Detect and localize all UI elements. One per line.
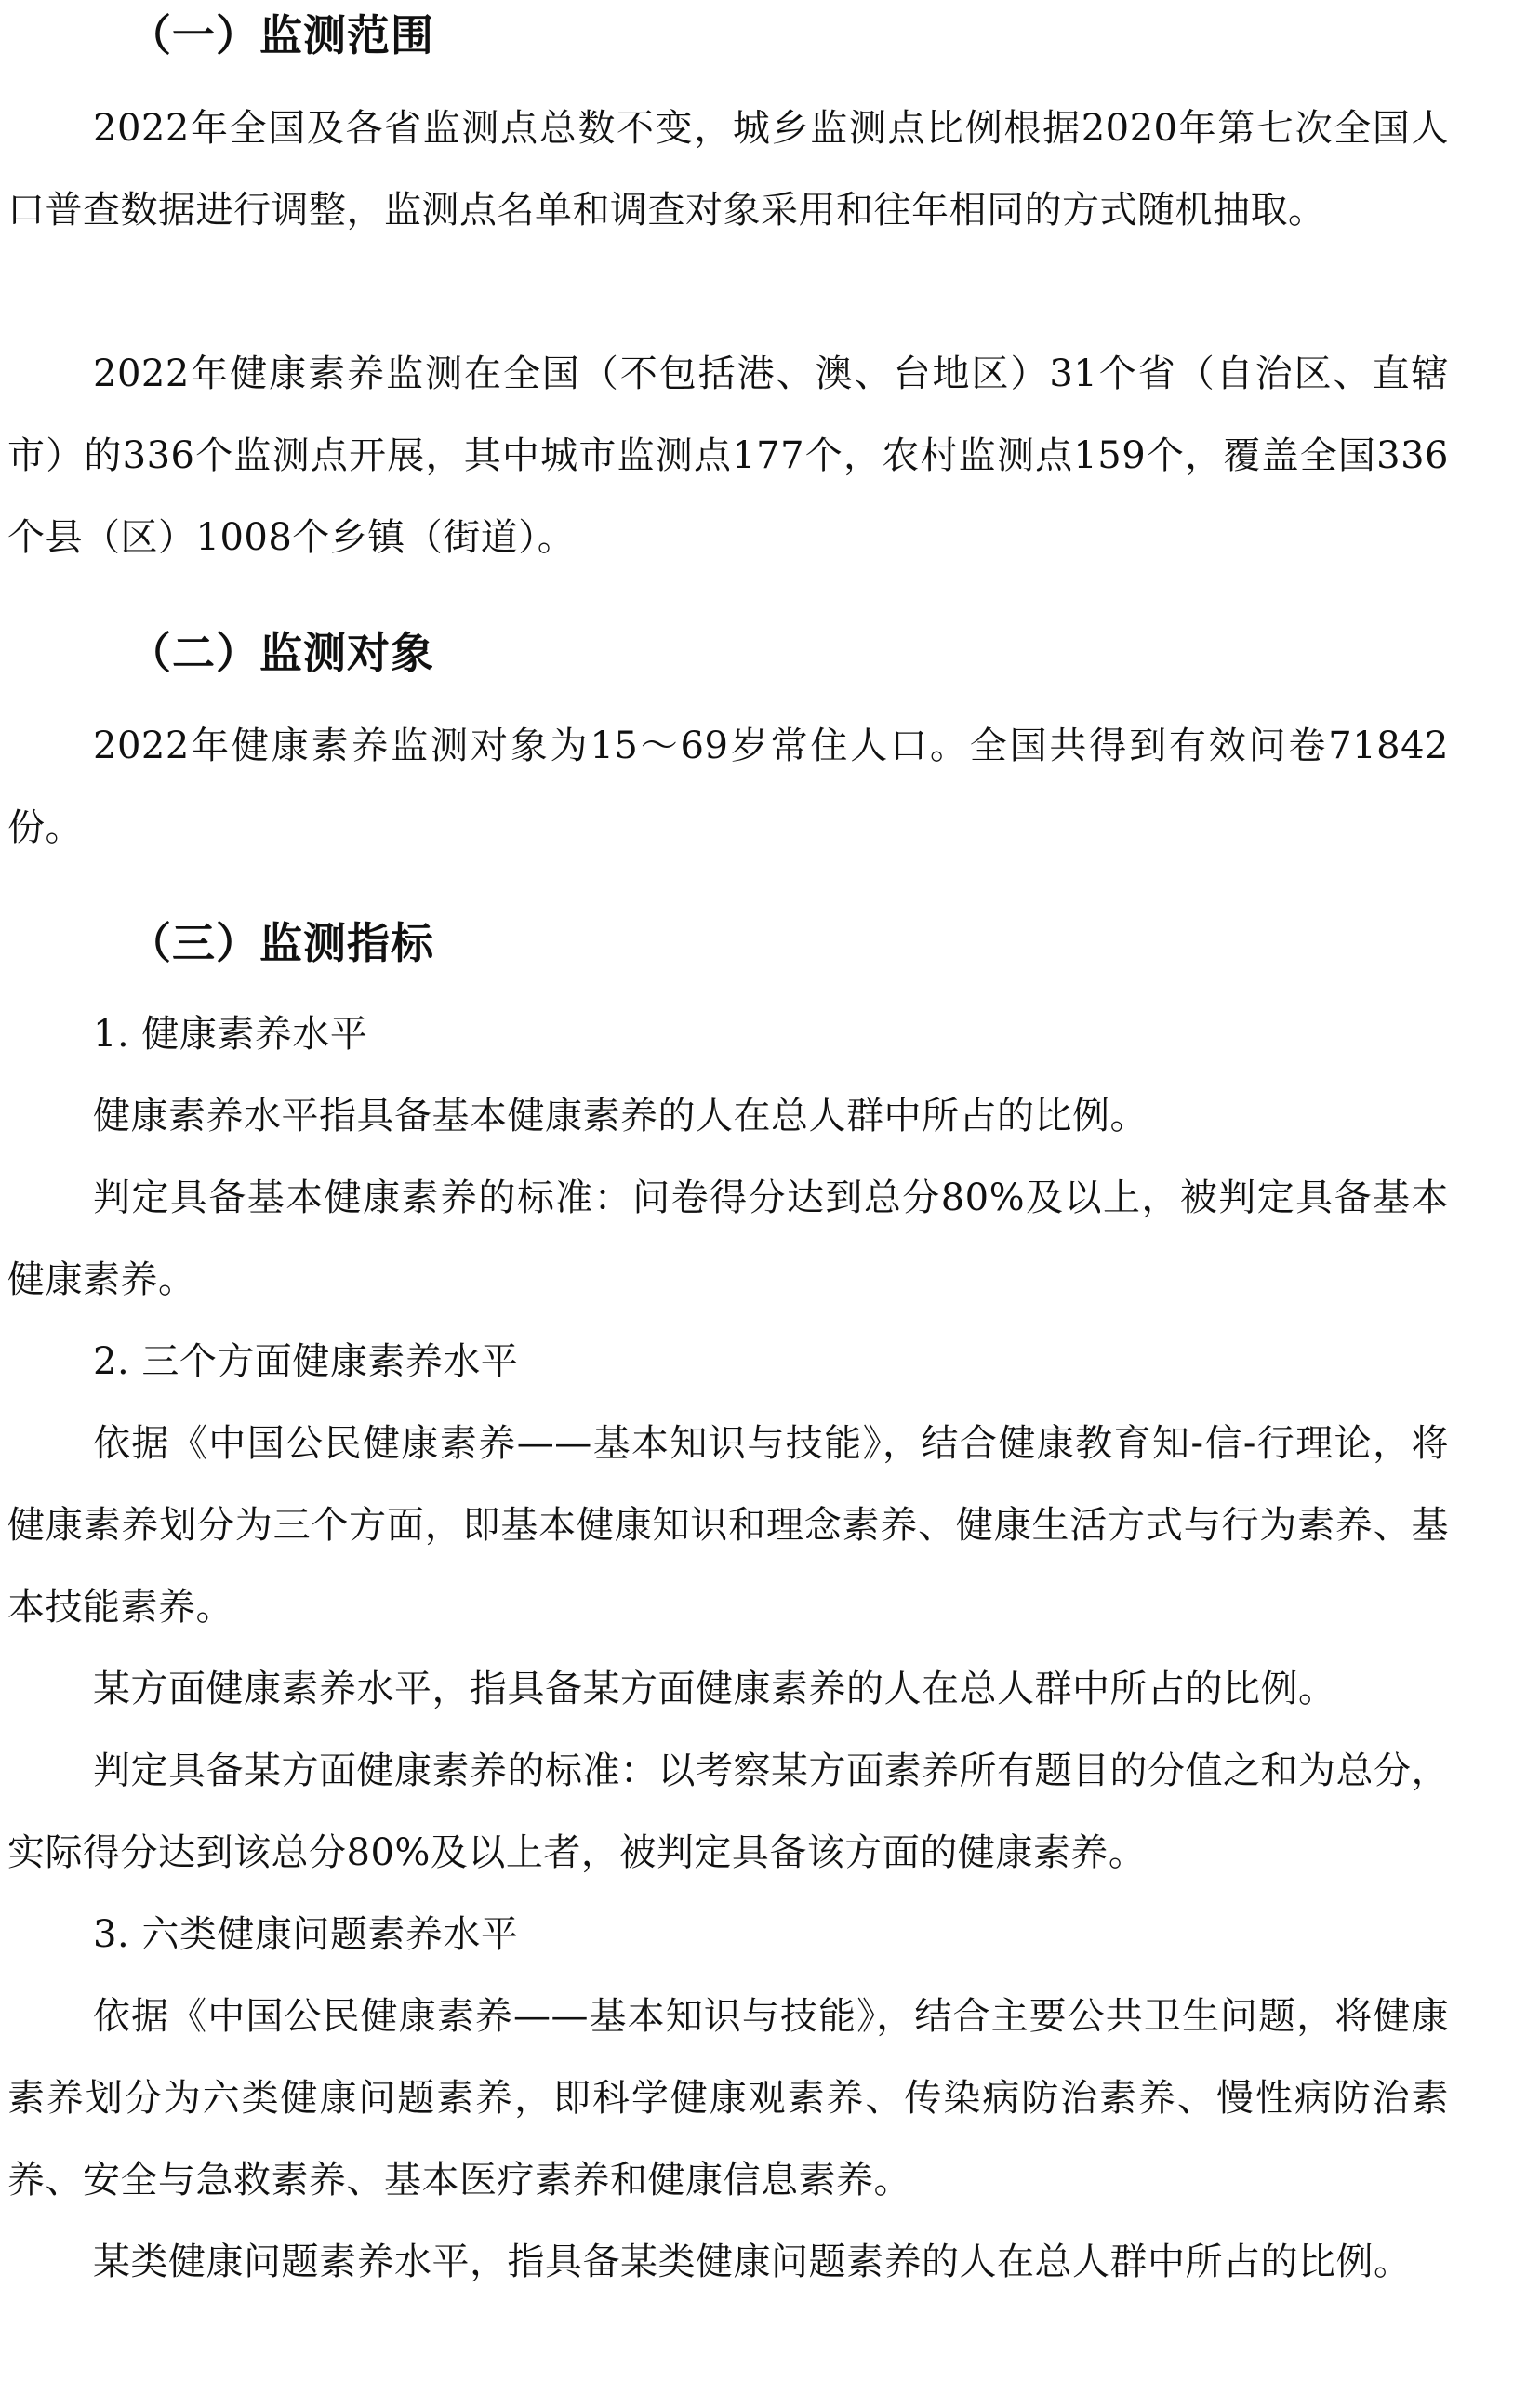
- subsection-title-three-aspects: 2. 三个方面健康素养水平: [93, 1340, 519, 1383]
- paragraph-three-aspects-definition: 某方面健康素养水平，指具备某方面健康素养的人在总人群中所占的比例。: [93, 1668, 1336, 1710]
- paragraph-three-aspects-basis: 依据《中国公民健康素养——基本知识与技能》，结合健康教育知-信-行理论，将健康素养划分为三个方面，即基本健康知识和理念素养、健康生活方式与行为素养、基本技能素养。: [7, 1422, 1449, 1629]
- paragraph-six-problems-basis: 依据《中国公民健康素养——基本知识与技能》，结合主要公共卫生问题，将健康素养划分为六类健康问题素养，即科学健康观素养、传染病防治素养、慢性病防治素养、安全与急救素养、基本医疗素养和健康信息素养。: [7, 1995, 1449, 2201]
- paragraph-six-problems-definition: 某类健康问题素养水平，指具备某类健康问题素养的人在总人群中所占的比例。: [93, 2241, 1412, 2283]
- subsection-title-six-problems: 3. 六类健康问题素养水平: [93, 1913, 519, 1956]
- section-heading-monitoring-subjects: （二）监测对象: [128, 628, 434, 678]
- paragraph-literacy-level-definition: 健康素养水平指具备基本健康素养的人在总人群中所占的比例。: [93, 1095, 1148, 1137]
- paragraph-three-aspects-criterion: 判定具备某方面健康素养的标准：以考察某方面素养所有题目的分值之和为总分，实际得分达到该总分80%及以上者，被判定具备该方面的健康素养。: [7, 1749, 1449, 1874]
- paragraph-scope-1: 2022年全国及各省监测点总数不变，城乡监测点比例根据2020年第七次全国人口普查数据进行调整，监测点名单和调查对象采用和往年相同的方式随机抽取。: [7, 107, 1449, 232]
- paragraph-literacy-level-criterion: 判定具备基本健康素养的标准：问卷得分达到总分80%及以上，被判定具备基本健康素养。: [7, 1177, 1449, 1301]
- section-heading-monitoring-scope: （一）监测范围: [128, 10, 434, 60]
- section-heading-monitoring-indicators: （三）监测指标: [128, 918, 434, 968]
- subsection-title-literacy-level: 1. 健康素养水平: [93, 1013, 368, 1056]
- paragraph-scope-2: 2022年健康素养监测在全国（不包括港、澳、台地区）31个省（自治区、直辖市）的336个监测点开展，其中城市监测点177个，农村监测点159个，覆盖全国336个县（区）1008个乡镇（街道）。: [7, 352, 1449, 559]
- paragraph-subjects-1: 2022年健康素养监测对象为15～69岁常住人口。全国共得到有效问卷71842份。: [7, 725, 1449, 849]
